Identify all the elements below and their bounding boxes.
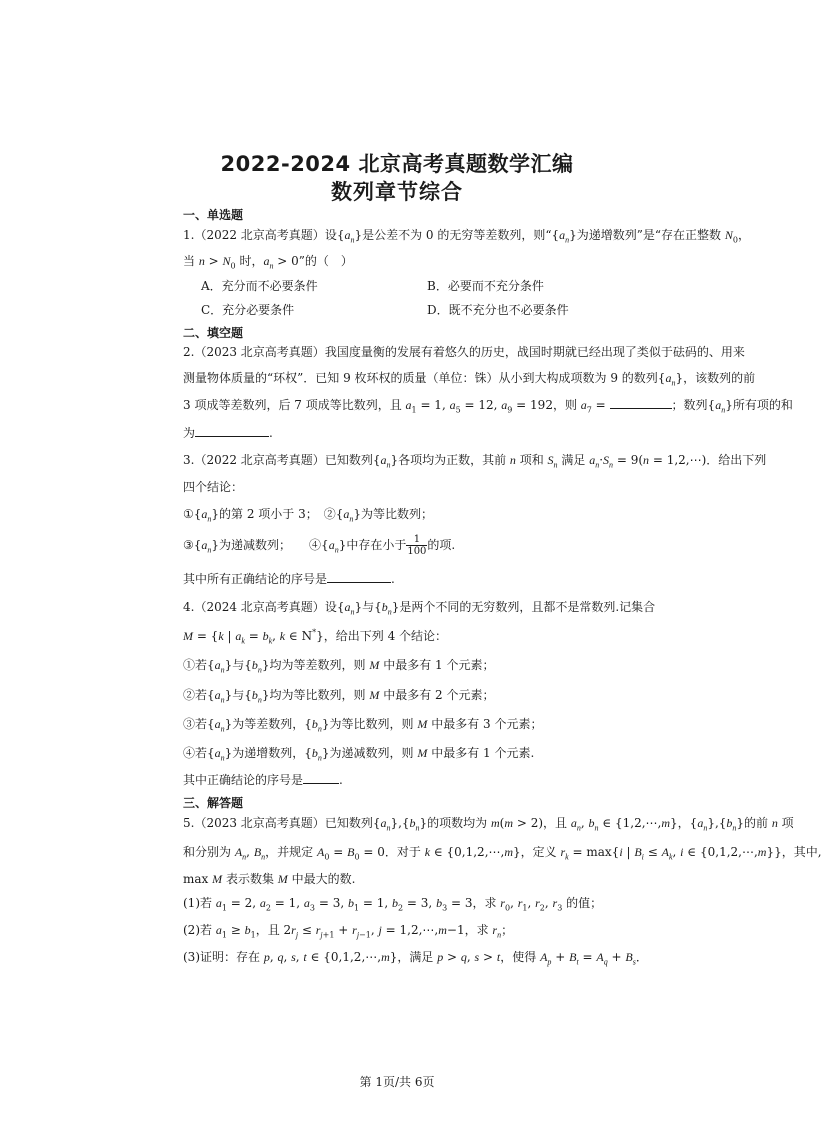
q4-line-3: ①若$\{a_n\}$与$\{b_n\}$均为等差数列，则 M 中最多有 1 个元素； <box>183 658 495 675</box>
q5-part-1: (1)若 $a_1 = 2$, $a_2 = 1$, $a_3 = 3$, $b_1 = 1$, $b_2 = 3$, $b_3 = 3$，求 $r_0$, $r_1$, $r_2$, $r_3$ 的值； <box>183 896 603 913</box>
q2-number: 2. <box>183 345 195 359</box>
q4-source: （2024 北京高考真题） <box>194 600 325 614</box>
q3-answer-prompt: 其中所有正确结论的序号是 <box>183 572 328 586</box>
q4-line-2: M = {k | $a_k = b_k$, k ∈ N*}，给出下列 4 个结论： <box>183 628 448 646</box>
q2-line-1 <box>183 343 773 360</box>
q3-line-4: $③\{a_n\}$为递减数列； $④\{a_n\}$中存在小于 $\frac{1}{100}$ 的项. <box>183 534 456 557</box>
q1-option-b: B．必要而不充分条件 <box>427 279 544 293</box>
q5-line-1: 5.（2023 北京高考真题）已知数列$\{a_n\},\{b_n\}$的项数均为 m(m > 2)，且 $a_n$, $b_n$ ∈ {1,2,⋯,m}，$\{a_n\},\{b_n\}$的前 n 项 <box>183 816 794 833</box>
q4-line-6: ④若$\{a_n\}$为递增数列，$\{b_n\}$为递减数列，则 M 中最多有 1 个元素. <box>183 746 535 763</box>
q5-part-3: (3)证明：存在 p, q, s, t ∈ {0,1,2,⋯,m}，满足 p > q, s > t，使得 $A_p + B_t = A_q + B_s$． <box>183 950 648 967</box>
q4-line-1: 4.（2024 北京高考真题）设$\{a_n\}$与$\{b_n\}$是两个不同的无穷数列，且都不是常数列.记集合 <box>183 600 656 617</box>
q1-option-c: C．充分必要条件 <box>201 303 295 317</box>
q2-answer-blank-2[interactable] <box>195 424 269 437</box>
q3-line-2: 四个结论： <box>183 480 244 494</box>
q2-text-1: 我国度量衡的发展有着悠久的历史，战国时期就已经出现了类似于砝码的、用来 <box>324 345 745 359</box>
q1-option-d: D．既不充分也不必要条件 <box>427 303 569 317</box>
section-heading-solution: 三、解答题 <box>183 796 244 810</box>
q5-line-2: 和分别为 $A_n$, $B_n$，并规定 $A_0 = B_0 = 0$．对于 k ∈ {0,1,2,⋯,m}，定义 $r_k = \max\{i$ | $B_i \le A_k$, i ∈ {0,1,2,⋯,m}}，其中, <box>183 845 822 862</box>
q1-number: 1. <box>183 228 195 242</box>
q3-line-1: 3.（2022 北京高考真题）已知数列$\{a_n\}$各项均为正数，其前 n 项和 $S_n$ 满足 $a_n\cdot S_n = 9(n$ = 1,2,⋯)．给出下列 <box>183 453 767 470</box>
q4-number: 4. <box>183 600 195 614</box>
q3-line-3: $①\{a_n\}$的第 2 项小于 3； $②\{a_n\}$为等比数列； <box>183 507 434 524</box>
q5-part-2: (2)若 $a_1 \ge b_1$，且 $2r_j \le r_{j+1} + r_{j-1}$, j = 1,2,⋯,m−1，求 $r_n$； <box>183 923 514 940</box>
page-footer: 第 1页/共 6页 <box>359 1075 435 1089</box>
section-heading-fill-blank: 二、填空题 <box>183 326 244 340</box>
section-heading-single-choice: 一、单选题 <box>183 208 244 222</box>
q1-line-1: 1.（2022 北京高考真题）设$\{a_n\}$是公差不为 0 的无穷等差数列，则“$\{a_n\}$为递增数列”是“存在正整数 $N_0$， <box>183 228 750 245</box>
doc-subtitle: 数列章节综合 <box>331 180 463 204</box>
q4-line-5: ③若$\{a_n\}$为等差数列，$\{b_n\}$为等比数列，则 M 中最多有 3 个元素； <box>183 717 543 734</box>
q3-source: （2022 北京高考真题） <box>194 453 325 467</box>
doc-title: 2022-2024 北京高考真题数学汇编 <box>220 152 574 176</box>
q1-option-a: A．充分而不必要条件 <box>201 279 318 293</box>
q4-answer-blank[interactable] <box>303 771 339 784</box>
q2-line-4: 为 . <box>183 426 273 440</box>
q3-number: 3. <box>183 453 195 467</box>
q5-number: 5. <box>183 816 195 830</box>
q1-line-2: 当 $n > N_0$ 时，$a_n > 0$”的（ ） <box>183 254 353 271</box>
fraction-1-over-100: $\frac{1}{100}$ <box>407 534 427 557</box>
q2-line-3: 3 项成等差数列，后 7 项成等比数列，且 $a_1 = 1$, $a_5 = 12$, $a_9 = 192$，则 $a_7$ = ；数列$\{a_n\}$所有项的和 <box>183 398 793 415</box>
q5-line-3: max M 表示数集 M 中最大的数. <box>183 872 356 886</box>
q2-line-2: 测量物体质量的“环权”．已知 9 枚环权的质量（单位：铢）从小到大构成项数为 9 的数列$\{a_n\}$，该数列的前 <box>183 371 756 388</box>
q4-line-7: 其中正确结论的序号是 . <box>183 773 343 787</box>
q3-line-5: 其中所有正确结论的序号是 . <box>183 572 395 586</box>
q2-answer-blank-1[interactable] <box>610 396 672 409</box>
q2-source: （2023 北京高考真题） <box>194 345 325 359</box>
q3-answer-blank[interactable] <box>327 570 391 583</box>
q1-source: （2022 北京高考真题） <box>194 228 325 242</box>
q4-answer-prompt: 其中正确结论的序号是 <box>183 773 304 787</box>
q5-source: （2023 北京高考真题） <box>194 816 325 830</box>
q4-line-4: ②若$\{a_n\}$与$\{b_n\}$均为等比数列，则 M 中最多有 2 个元素； <box>183 688 495 705</box>
